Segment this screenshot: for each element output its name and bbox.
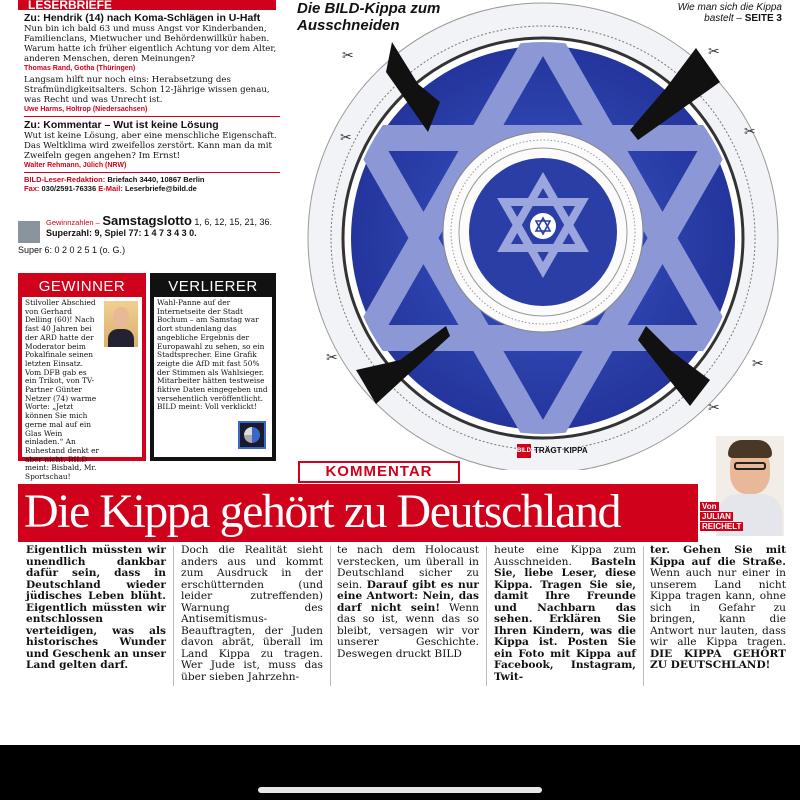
scissors-icon: ✂: [752, 356, 764, 372]
column-5-closing: DIE KIPPA GEHÖRT ZU DEUTSCHLAND!: [650, 647, 786, 671]
column-divider: [330, 546, 331, 686]
comment-headline: Die Kippa gehört zu Deutschland: [24, 485, 620, 538]
fax-label: Fax:: [24, 184, 40, 193]
author-first-name: JULIAN: [702, 512, 731, 521]
email-label: E-Mail:: [98, 184, 123, 193]
column-4-text: heute eine Kippa zum Ausschneiden.: [494, 544, 636, 568]
author-byline: [700, 502, 764, 532]
column-5-bold: ter. Gehen Sie mit Kippa auf die Straße.: [650, 544, 786, 568]
lotto-super6: Super 6: 0 2 0 2 5 1 (o. G.): [18, 245, 126, 255]
letter-body-3: Wut ist keine Lösung, aber eine menschliche Eigenschaft. Das Weltklima wird zweifellos zerstört. Kann man da mit Zweifeln gegen angehen? Im Ernst!: [24, 131, 277, 161]
scissors-icon: ✂: [708, 400, 720, 416]
side-note-text: Wie man sich die Kippa bastelt –: [677, 2, 782, 24]
email-address: Leserbriefe@bild.de: [124, 184, 197, 193]
column-1-lead: Eigentlich müssten wir unendlich dankbar dafür sein, dass in Deutschland wieder jüdisches Leben blüht.: [26, 544, 166, 602]
column-3-bold: Darauf gibt es nur eine Antwort: Nein, das darf nicht sein!: [337, 578, 479, 614]
column-5-text: Wenn auch nur einer in unserem Land nicht Kippa tragen kann, ohne sich in Gefahr zu bringen, kann die Antwort nur lauten, dass wir alle Kippa tragen.: [650, 567, 786, 648]
loser-text: Wahl-Panne auf der Internetseite der Stadt Bochum – am Samstag war dort stundenlang das angebliche Ergebnis der Europawahl zu sehen, so ein Stadtsprecher. Eine Grafik zeigte die AfD mit fast 50% der Stimmen als Wahlsieger. Mitarbeiter hätten testweise fiktive Daten eingegeben und versehentlich veröffentlicht. BILD meint: Voll verklickt!: [157, 298, 268, 412]
winner-photo: [104, 301, 138, 347]
winner-loser-box: [18, 273, 276, 482]
kippa-how-to-note: [660, 2, 782, 24]
column-divider: [643, 546, 644, 686]
comment-column-3: [337, 545, 479, 660]
scissors-icon: ✂: [708, 44, 720, 60]
editorial-address-text: Briefach 3440, 10867 Berlin: [107, 175, 205, 184]
lotto-label: Gewinnzahlen –: [46, 218, 100, 227]
lotto-draw: 1, 6, 12, 15, 21, 36.: [194, 217, 272, 227]
comment-column-1: [26, 545, 166, 672]
column-3-text-a: te nach dem Holocaust verstecken, um überall in Deutschland sicher zu sein.: [337, 544, 479, 591]
comment-column-2: [181, 545, 323, 683]
fax-number: 030/2591-76336: [41, 184, 97, 193]
divider: [24, 172, 280, 173]
divider: [24, 116, 280, 117]
lotto-numbers: [46, 215, 280, 239]
loser-panel: [150, 273, 276, 461]
loser-title: VERLIERER: [154, 277, 272, 297]
scissors-icon: ✂: [744, 124, 756, 140]
scissors-icon: ✂: [340, 130, 352, 146]
author-prefix: Von: [702, 502, 717, 511]
column-2-text: Doch die Realität sieht anders aus und kommt zum Ausdruck in der erschütternden (und leider zutreffenden) Warnung des Antisemitismus-Beauftragten, der Juden davon abrät, überall im Land Kippa zu tragen. Wer Jude ist, muss das über sieben Jahrzehn-: [181, 544, 323, 683]
column-4-bold: Basteln Sie, liebe Leser, diese Kippa. Tragen Sie sie, damit Ihre Freunde und Nachbarn das sehen. Erklären Sie Ihren Kindern, was die Kippa ist. Posten Sie ein Foto mit Kippa auf Facebook, Instagram, Twit-: [494, 555, 636, 683]
editorial-address: [24, 175, 280, 184]
kommentar-tag: KOMMENTAR: [298, 461, 460, 483]
letter-headline-3: Zu: Kommentar – Wut ist keine Lösung: [24, 119, 219, 131]
letters-section-header: LESERBRIEFE: [18, 0, 276, 10]
author-last-name: REICHELT: [702, 522, 742, 531]
kippa-caption: Die BILD-Kippa zum Ausschneiden: [297, 0, 441, 34]
lotto-game: Samstagslotto: [102, 213, 192, 228]
winner-text: Stilvoller Abschied von Gerhard Delling (60)! Nach fast 40 Jahren bei der ARD hatte der Moderator beim Pokalfinale seinen letzten Einsatz. Vom DFB gab es ein Trikot, von TV-Partner Günter Netzer (74) warme Worte: „Jetzt können Sie mich gerne mal auf ein Glas Wein einladen.“ An Ruhestand denkt er aber nicht. BILD meint: Bisbald, Mr. Sportschau!: [25, 298, 100, 482]
letters-column: [24, 12, 280, 193]
column-divider: [173, 546, 174, 686]
letter-body-1: Nun bin ich bald 63 und muss Angst vor Kinderbanden, Familienclans, Mietwucher und Behördenwillkür haben. Warum hatte ich früher eigentlich Achtung vor dem Alter, anderen Menschen, deren Meinungen?: [24, 24, 277, 64]
letter-headline-1: Zu: Hendrik (14) nach Koma-Schlägen in U-Haft: [24, 12, 261, 24]
lotto-icon: [18, 221, 40, 243]
column-divider: [486, 546, 487, 686]
column-1-text: Eigentlich müssten wir entschlossen verteidigen, was als historisches Wunder und Geschenk an unser Land gelten darf.: [26, 601, 166, 671]
winner-title: GEWINNER: [22, 277, 142, 297]
lotto-spiel77: Spiel 77: 1 4 7 3 4 3 0.: [104, 228, 197, 238]
home-indicator[interactable]: [258, 787, 542, 793]
winner-panel: [18, 273, 146, 482]
letter-body-2: Langsam hilft nur noch eins: Herabsetzung des Strafmündigkeitsalters. Schon 12-Jährige wissen genau, was Recht und was Unrecht ist.: [24, 75, 270, 105]
column-3-text-b: Wenn das so ist, wenn das so bleibt, versagen wir vor unserer Geschichte. Deswegen druckt BILD: [337, 601, 479, 660]
comment-column-5: [650, 545, 786, 672]
scissors-icon: ✂: [342, 48, 354, 64]
editorial-label: BILD-Leser-Redaktion:: [24, 175, 106, 184]
bild-logo: BILD: [517, 444, 531, 458]
side-note-page: SEITE 3: [744, 13, 782, 24]
letter-author-1: Thomas Rand, Gotha (Thüringen): [24, 65, 136, 72]
editorial-contact: [24, 184, 280, 193]
letter-author-2: Uwe Harms, Holtrop (Niedersachsen): [24, 106, 148, 113]
traegt-kippa-label: TRÄGT KIPPA: [534, 446, 588, 455]
scissors-icon: ✂: [326, 350, 338, 366]
lotto-superzahl: Superzahl: 9,: [46, 228, 103, 238]
letter-author-3: Walter Rehmann, Jülich (NRW): [24, 162, 127, 169]
kippa-cutout: [290, 0, 790, 470]
election-chart-image: [238, 421, 266, 449]
comment-column-4: [494, 545, 636, 683]
